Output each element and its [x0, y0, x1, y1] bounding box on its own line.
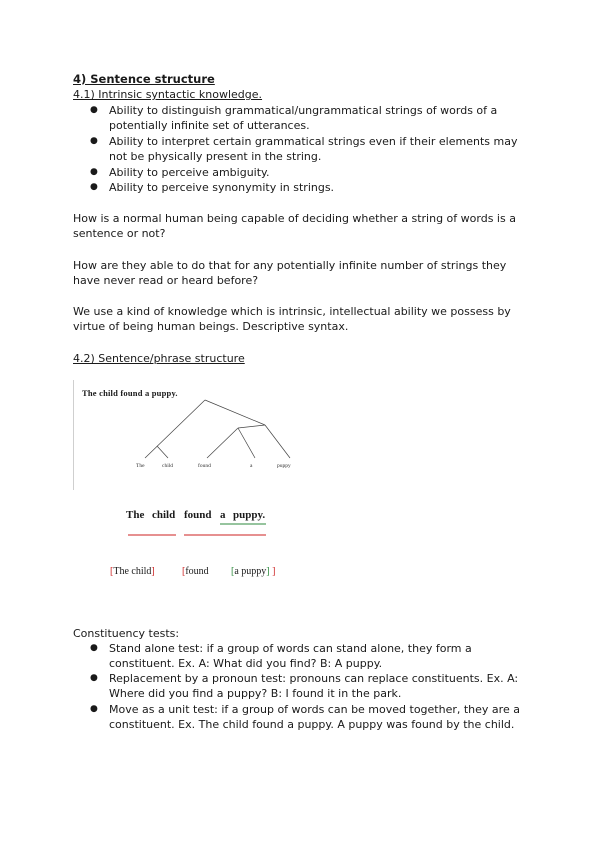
phrase-word: child: [152, 509, 176, 521]
tree-figure-sentence: The child found a puppy.: [82, 388, 178, 398]
phrase-word: a: [220, 509, 226, 521]
bullet-text-line: constituent. Ex. The child found a puppy. A puppy was found by the child.: [109, 718, 515, 731]
bullet-dot: ●: [90, 167, 98, 177]
tree-leaf: puppy: [277, 463, 291, 469]
subsection-heading-4-2: 4.2) Sentence/phrase structure: [73, 352, 245, 365]
bullet-text-line: Ability to distinguish grammatical/ungrammatical strings of words of a: [109, 104, 498, 117]
bracket-text: a puppy: [234, 566, 267, 577]
bullet-text-line: Move as a unit test: if a group of words can be moved together, they are a: [109, 703, 520, 716]
bracket-open: [: [231, 566, 235, 577]
tree-leaf: a: [250, 463, 253, 469]
bullet-dot: ●: [90, 673, 98, 683]
bullet-dot: ●: [90, 136, 98, 146]
subsection-heading-4-1: 4.1) Intrinsic syntactic knowledge.: [73, 88, 263, 101]
bullet-text-line: Ability to perceive synonymity in strings.: [109, 181, 335, 194]
bullet-dot: ●: [90, 105, 98, 115]
bracket-close: ]: [272, 566, 276, 577]
paragraph-line: How are they able to do that for any potentially infinite number of strings they: [73, 259, 507, 272]
phrase-word: The: [126, 509, 145, 521]
bullet-dot: ●: [90, 643, 98, 653]
bullet-text-line: Replacement by a pronoun test: pronouns can replace constituents. Ex. A:: [109, 672, 519, 685]
bullet-dot: ●: [90, 704, 98, 714]
tree-leaf: child: [162, 463, 173, 469]
bracket-open: [: [110, 566, 114, 577]
tree-leaf: found: [198, 463, 211, 469]
paragraph-line: virtue of being human beings. Descriptive syntax.: [73, 320, 349, 333]
bullet-dot: ●: [90, 182, 98, 192]
bullet-text-line: Ability to interpret certain grammatical strings even if their elements may: [109, 135, 518, 148]
paragraph-line: How is a normal human being capable of deciding whether a string of words is a: [73, 212, 516, 225]
section-heading: 4) Sentence structure: [73, 72, 215, 86]
bullet-text-line: potentially infinite set of utterances.: [109, 119, 310, 132]
bracketed-np1: [110, 566, 155, 577]
paragraph-line: have never read or heard before?: [73, 274, 259, 287]
paragraph-line: sentence or not?: [73, 227, 166, 240]
bullet-text-line: Stand alone test: if a group of words can stand alone, they form a: [109, 642, 472, 655]
bullet-text-line: constituent. Ex. A: What did you find? B: A puppy.: [109, 657, 383, 670]
phrase-word: found: [184, 509, 212, 521]
paragraph-line: We use a kind of knowledge which is intrinsic, intellectual ability we possess by: [73, 305, 511, 318]
bracketed-vp: [182, 566, 209, 577]
bullet-text-line: Ability to perceive ambiguity.: [109, 166, 270, 179]
phrase-word: puppy.: [233, 509, 266, 521]
bracketed-np2: [231, 566, 275, 577]
bracket-close: ]: [151, 566, 155, 577]
bracket-text: found: [185, 566, 209, 577]
constituency-heading: Constituency tests:: [73, 627, 180, 640]
bracket-close: ]: [266, 566, 270, 577]
bullet-text-line: Where did you find a puppy? B: I found it in the park.: [109, 687, 402, 700]
bullet-text-line: not be physically present in the string.: [109, 150, 322, 163]
bracket-text: The child: [113, 566, 152, 577]
tree-leaf: The: [136, 463, 145, 469]
bracket-open: [: [182, 566, 186, 577]
